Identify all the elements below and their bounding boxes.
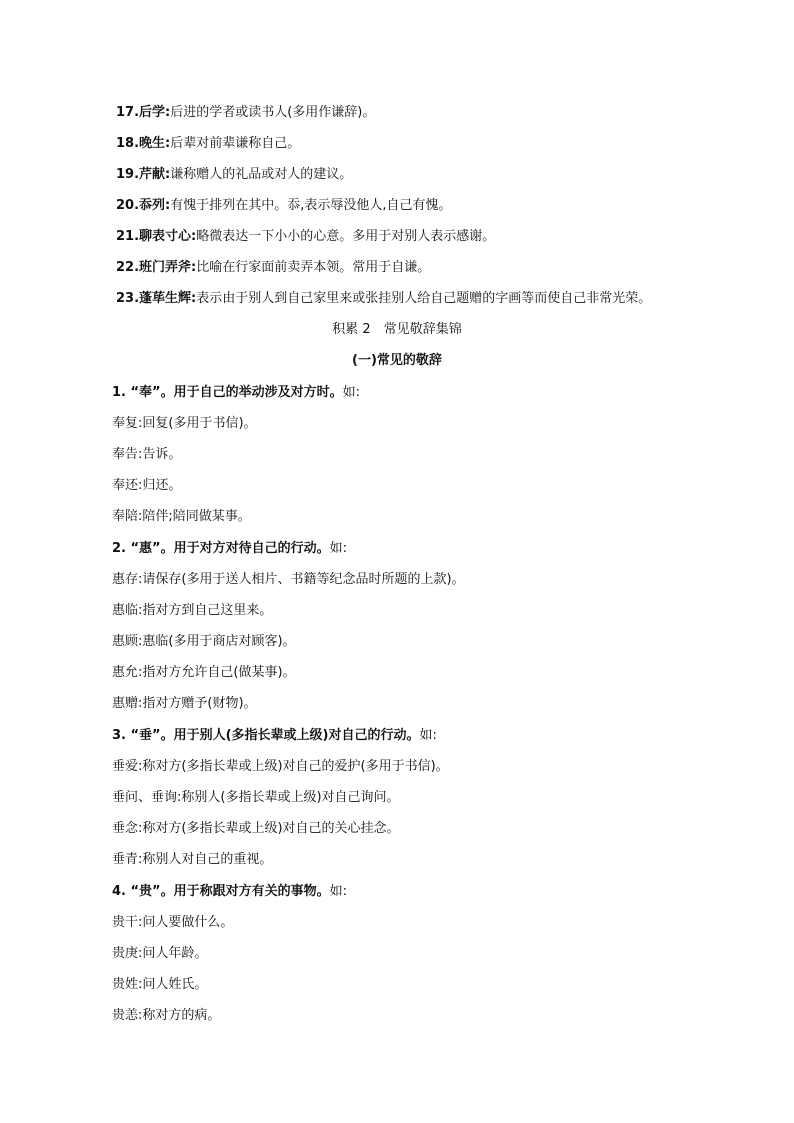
list-item: 垂念:称对方(多指长辈或上级)对自己的关心挂念。 xyxy=(112,821,400,836)
list-item: 贵恙:称对方的病。 xyxy=(112,1008,221,1023)
entry-definition: 后进的学者或读书人(多用作谦辞)。 xyxy=(170,105,376,120)
group-heading-text: 4. “贵”。用于称跟对方有关的事物。 xyxy=(112,884,330,899)
group-heading-text: 3. “垂”。用于别人(多指长辈或上级)对自己的行动。 xyxy=(112,728,420,743)
list-item: 奉陪:陪伴;陪同做某事。 xyxy=(112,509,251,524)
entry-term: 22.班门弄斧: xyxy=(116,260,197,275)
group-heading-chui xyxy=(112,728,437,744)
entry-definition: 后辈对前辈谦称自己。 xyxy=(170,136,301,151)
entry-19 xyxy=(116,167,352,183)
list-item: 垂问、垂询:称别人(多指长辈或上级)对自己询问。 xyxy=(112,790,400,805)
list-item: 贵姓:问人姓氏。 xyxy=(112,977,208,992)
list-item: 惠存:请保存(多用于送人相片、书籍等纪念品时所题的上款)。 xyxy=(112,572,465,587)
list-item: 惠赠:指对方赠予(财物)。 xyxy=(112,696,257,711)
list-item: 垂爱:称对方(多指长辈或上级)对自己的爱护(多用于书信)。 xyxy=(112,759,449,774)
entry-term: 17.后学: xyxy=(116,105,171,120)
list-item: 奉告:告诉。 xyxy=(112,447,182,462)
entry-term: 19.芹献: xyxy=(116,167,171,182)
group-heading-gui xyxy=(112,884,347,900)
entry-definition: 比喻在行家面前卖弄本领。常用于自谦。 xyxy=(196,260,431,275)
list-item: 惠顾:惠临(多用于商店对顾客)。 xyxy=(112,634,296,649)
group-heading-text: 2. “惠”。用于对方对待自己的行动。 xyxy=(112,541,330,556)
entry-22 xyxy=(116,260,430,276)
entry-definition: 表示由于别人到自己家里来或张挂别人给自己题赠的字画等而使自己非常光荣。 xyxy=(196,291,652,306)
group-heading-suffix: 如: xyxy=(329,884,347,899)
list-item: 贵干:问人要做什么。 xyxy=(112,915,234,930)
entry-term: 23.蓬荜生辉: xyxy=(116,291,197,306)
sub-title: (一)常见的敬辞 xyxy=(352,353,442,368)
group-heading-suffix: 如: xyxy=(419,728,437,743)
entry-term: 20.忝列: xyxy=(116,198,171,213)
entry-definition: 略微表达一下小小的心意。多用于对别人表示感谢。 xyxy=(196,229,496,244)
list-item: 奉复:回复(多用于书信)。 xyxy=(112,416,257,431)
section-title: 积累 2 常见敬辞集锦 xyxy=(332,322,462,337)
entry-20 xyxy=(116,198,452,214)
group-heading-suffix: 如: xyxy=(342,385,360,400)
entry-18 xyxy=(116,136,300,152)
list-item: 奉还:归还。 xyxy=(112,478,182,493)
entry-17 xyxy=(116,105,375,121)
entry-term: 18.晚生: xyxy=(116,136,171,151)
entry-definition: 谦称赠人的礼品或对人的建议。 xyxy=(170,167,353,182)
entry-term: 21.聊表寸心: xyxy=(116,229,197,244)
group-heading-hui xyxy=(112,541,347,557)
entry-21 xyxy=(116,229,495,245)
group-heading-text: 1. “奉”。用于自己的举动涉及对方时。 xyxy=(112,385,343,400)
entry-23 xyxy=(116,291,651,307)
group-heading-suffix: 如: xyxy=(329,541,347,556)
entry-definition: 有愧于排列在其中。忝,表示辱没他人,自己有愧。 xyxy=(170,198,452,213)
list-item: 贵庚:问人年龄。 xyxy=(112,946,208,961)
list-item: 惠临:指对方到自己这里来。 xyxy=(112,603,273,618)
list-item: 垂青:称别人对自己的重视。 xyxy=(112,852,273,867)
group-heading-feng xyxy=(112,385,360,401)
list-item: 惠允:指对方允许自己(做某事)。 xyxy=(112,665,296,680)
